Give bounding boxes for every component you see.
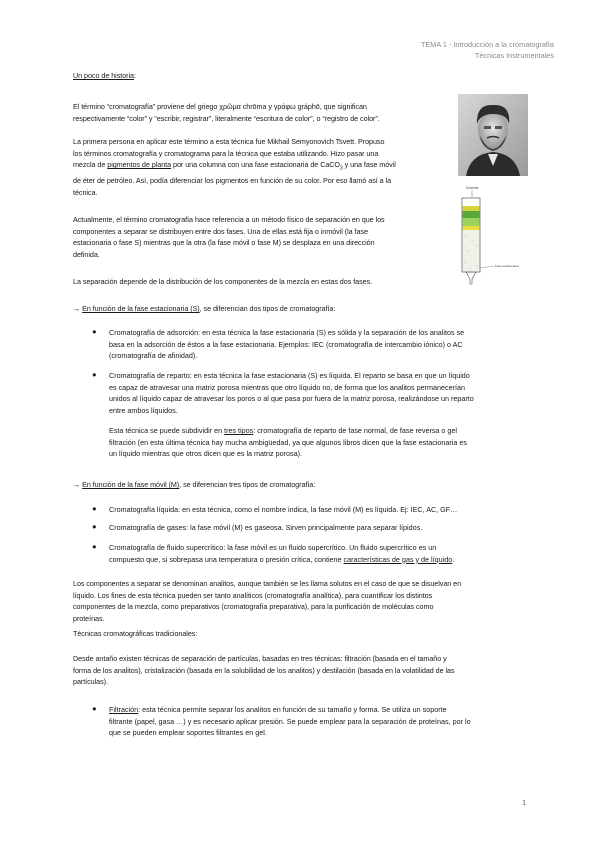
solvent-label: Solvente — [466, 186, 479, 190]
history-heading: Un poco de historia: — [73, 71, 136, 80]
gas-chromatography-item: Cromatografía de gases: la fase móvil (M) es gaseosa. Sirven principalmente para separar lípidos. — [109, 523, 423, 532]
page-number: 1 — [522, 800, 526, 807]
chromatography-column-diagram — [450, 184, 554, 288]
bullet-icon: ● — [92, 704, 97, 713]
stationary-phase-lead: → En función de la fase estacionaria (S), se diferencian dos tipos de cromatografía: — [73, 304, 336, 313]
bullet-icon: ● — [92, 370, 97, 379]
partition-item: Cromatografía de reparto: en esta técnica la fase estacionaria (S) es líquida. El reparto se basa en que un líquido es capaz de atravesar una matriz porosa mientras que otro líquido no, de forma que los analitos permanecerían unidos al líquido capaz de atravesar los poros o al que pasa por fuera de la matriz porosa, realizándose un reparto entre ambos líquidos. — [109, 371, 474, 415]
history-paragraph-2: La primera persona en aplicar este término a esta técnica fue Mikhail Semyonovich Tsvett. Propuso los términos cromatografía y cromatograma para la técnica que estaba utilizando. Hizo pasar una mezcla de pigmentos de planta por una columna con una fase estacionaria de CaCO$_3$ y una fase móvil de éter de petróleo. Así, podía diferenciar los pigmentos en función de su color. Por eso llamó así a la técnica. — [73, 137, 396, 197]
mobile-phase-lead: → En función de la fase móvil (M), se diferencian tres tipos de cromatografía: — [73, 480, 316, 489]
traditional-techniques-paragraph: Desde antaño existen técnicas de separación de partículas, basadas en tres técnicas: filtración (basada en el tamaño y forma de los analitos), cristalización (basada en la solubilidad de los analitos) y destilación (basada en la volatilidad de las partículas). — [73, 654, 455, 687]
liquid-chromatography-item: Cromatografía líquida: en esta técnica, como el nombre indica, la fase móvil (M) es líquida. Ej: IEC, AC, GF… — [109, 505, 458, 514]
history-paragraph-1: El término “cromatografía” proviene del griego χρῶμα chrōma y γράφω gráphō, que significan respectivamente “color” y “escribir, registrar”, literalmente “escritura de color”, o “registro de color”. — [73, 102, 380, 123]
analytes-paragraph: Los componentes a separar se denominan analitos, aunque también se les llama solutos en el caso de que se disuelvan en líquido. Los fines de esta técnica pueden ser tanto analíticos (cromatografía analítica), para cuantificar los distintos componentes de la mezcla, como preparativos (cromatografía preparativa), para la purificación de moléculas como proteínas. — [73, 579, 462, 623]
page-header — [421, 39, 554, 61]
supercritical-chromatography-item: Cromatografía de fluido supercrítico: la fase móvil es un fluido supercrítico. Un fluido supercrítico es un compuesto que, si sobrepasa una temperatura o presión crítica, contiene características de gas y de líquido. — [109, 543, 455, 564]
header-title: TEMA 1 - Introducción a la cromatografía — [420, 40, 554, 49]
adsorption-item: Cromatografía de adsorción: en esta técnica la fase estacionaria (S) es sólida y la separación de los analitos se basa en la adsorción de éstos a la fase estacionaria. Ejemplos: IEC (cromatografía de intercambio iónico) o AC (cromatografía de afinidad). — [109, 328, 465, 361]
bullet-icon: ● — [92, 504, 97, 513]
filtration-item: Filtración: esta técnica permite separar los analitos en función de su tamaño y forma. Se utiliza un soporte filtrante (papel, gasa …) y es necesario aplicar presión. Se puede emplear para la separación de proteínas, por lo que se pueden emplear soportes filtrantes en gel. — [109, 705, 471, 738]
header-subtitle: Técnicas Instrumentales — [474, 51, 554, 60]
tsvett-portrait-image — [458, 94, 528, 176]
history-paragraph-4: La separación depende de la distribución de los componentes de la mezcla en estas dos fases. — [73, 277, 373, 286]
history-paragraph-3: Actualmente, el término cromatografía hace referencia a un método físico de separación en que los componentes a separar se distribuyen entre dos fases. Una de ellas está fija o inmóvil (la fase estacionaria o fase S) mientras que la otra (la fase móvil o fase M) se desplaza en una dirección definida. — [73, 215, 385, 259]
bullet-icon: ● — [92, 327, 97, 336]
partition-subtypes: Esta técnica se puede subdividir en tres tipos: cromatografía de reparto de fase normal, de fase reversa o gel filtración (en esta última técnica hay mucha ambigüedad, ya que algunos libros dicen que la fase estacionaria es un líquido mientras que otros dicen que es la matriz porosa). — [109, 426, 467, 459]
bullet-icon: ● — [92, 522, 97, 531]
stationary-phase-label: Fase estacionaria — [495, 264, 519, 268]
bullet-icon: ● — [92, 542, 97, 551]
traditional-techniques-heading: Técnicas cromatográficas tradicionales: — [73, 629, 198, 638]
